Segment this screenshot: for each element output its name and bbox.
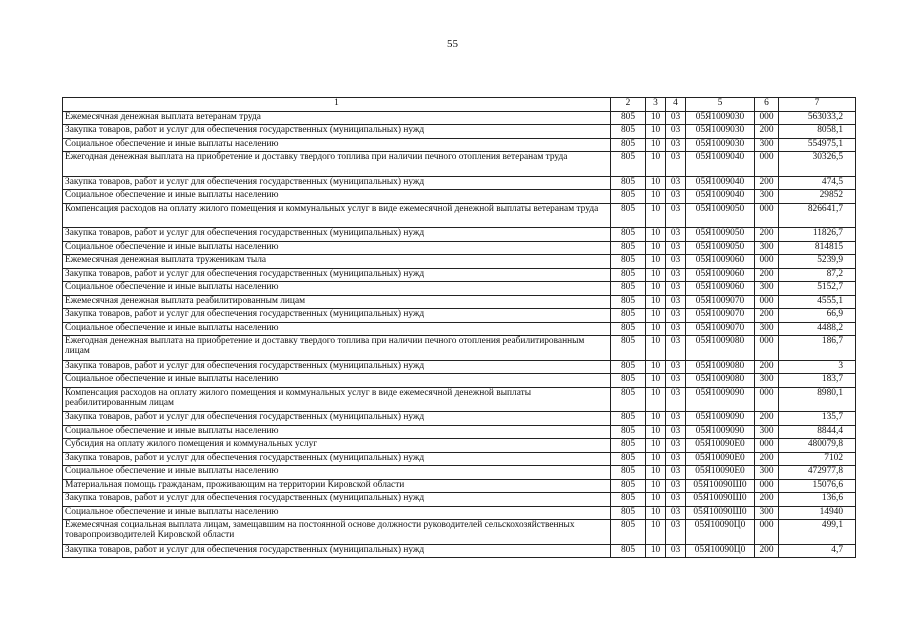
row-target-article-code: 05Я1009080	[686, 336, 755, 361]
row-description: Ежемесячная денежная выплата ветеранам труда	[63, 111, 611, 125]
table-row	[63, 309, 856, 323]
row-ministry-code: 805	[611, 295, 646, 309]
row-amount: 554975,1	[779, 138, 856, 152]
row-amount: 3	[779, 360, 856, 374]
row-subsection-code: 03	[666, 493, 686, 507]
table-row	[63, 241, 856, 255]
row-subsection-code: 03	[666, 152, 686, 177]
budget-table	[62, 97, 856, 558]
row-ministry-code: 805	[611, 111, 646, 125]
row-section-code: 10	[646, 152, 666, 177]
row-section-code: 10	[646, 203, 666, 228]
row-amount: 11826,7	[779, 228, 856, 242]
row-expense-type-code: 300	[755, 138, 779, 152]
row-description: Закупка товаров, работ и услуг для обеспечения государственных (муниципальных) нужд	[63, 493, 611, 507]
header-cell: 1	[63, 98, 611, 112]
row-subsection-code: 03	[666, 452, 686, 466]
row-section-code: 10	[646, 295, 666, 309]
row-target-article-code: 05Я1009070	[686, 322, 755, 336]
row-section-code: 10	[646, 241, 666, 255]
row-section-code: 10	[646, 479, 666, 493]
row-expense-type-code: 300	[755, 466, 779, 480]
row-target-article-code: 05Я10090Е0	[686, 466, 755, 480]
table-row	[63, 322, 856, 336]
row-target-article-code: 05Я1009060	[686, 282, 755, 296]
row-expense-type-code: 000	[755, 111, 779, 125]
table-row	[63, 255, 856, 269]
row-subsection-code: 03	[666, 241, 686, 255]
row-expense-type-code: 200	[755, 452, 779, 466]
row-subsection-code: 03	[666, 336, 686, 361]
row-expense-type-code: 300	[755, 506, 779, 520]
row-section-code: 10	[646, 255, 666, 269]
row-ministry-code: 805	[611, 387, 646, 412]
row-amount: 8844,4	[779, 425, 856, 439]
row-expense-type-code: 200	[755, 268, 779, 282]
row-description: Социальное обеспечение и иные выплаты населению	[63, 374, 611, 388]
row-section-code: 10	[646, 466, 666, 480]
row-target-article-code: 05Я1009060	[686, 268, 755, 282]
table-row	[63, 295, 856, 309]
row-description: Компенсация расходов на оплату жилого помещения и коммунальных услуг в виде ежемесячной денежной выплаты ветеранам труда	[63, 203, 611, 228]
row-description: Закупка товаров, работ и услуг для обеспечения государственных (муниципальных) нужд	[63, 412, 611, 426]
row-description: Ежегодная денежная выплата на приобретение и доставку твердого топлива при наличии печного отопления ветеранам труда	[63, 152, 611, 177]
row-section-code: 10	[646, 387, 666, 412]
row-section-code: 10	[646, 412, 666, 426]
row-amount: 480079,8	[779, 439, 856, 453]
row-expense-type-code: 300	[755, 374, 779, 388]
row-amount: 183,7	[779, 374, 856, 388]
header-cell: 6	[755, 98, 779, 112]
row-target-article-code: 05Я10090Е0	[686, 452, 755, 466]
row-target-article-code: 05Я10090Ц0	[686, 544, 755, 558]
row-section-code: 10	[646, 439, 666, 453]
row-subsection-code: 03	[666, 466, 686, 480]
row-amount: 186,7	[779, 336, 856, 361]
row-expense-type-code: 200	[755, 228, 779, 242]
row-ministry-code: 805	[611, 425, 646, 439]
row-description: Ежемесячная социальная выплата лицам, замещавшим на постоянной основе должности руководителей сельскохозяйственных товаропроизводителей Кировской области	[63, 520, 611, 545]
row-subsection-code: 03	[666, 374, 686, 388]
row-description: Ежегодная денежная выплата на приобретение и доставку твердого топлива при наличии печного отопления реабилитированным лицам	[63, 336, 611, 361]
row-expense-type-code: 000	[755, 479, 779, 493]
row-section-code: 10	[646, 190, 666, 204]
row-ministry-code: 805	[611, 412, 646, 426]
row-amount: 474,5	[779, 176, 856, 190]
table-row	[63, 228, 856, 242]
row-target-article-code: 05Я10090Ш0	[686, 493, 755, 507]
row-description: Компенсация расходов на оплату жилого помещения и коммунальных услуг в виде ежемесячной денежной выплаты реабилитированным лицам	[63, 387, 611, 412]
row-target-article-code: 05Я10090Ш0	[686, 479, 755, 493]
row-target-article-code: 05Я10090Ш0	[686, 506, 755, 520]
row-subsection-code: 03	[666, 412, 686, 426]
row-description: Материальная помощь гражданам, проживающим на территории Кировской области	[63, 479, 611, 493]
table-row	[63, 506, 856, 520]
row-target-article-code: 05Я10090Е0	[686, 439, 755, 453]
table-row	[63, 111, 856, 125]
table-row	[63, 125, 856, 139]
row-subsection-code: 03	[666, 111, 686, 125]
table-row	[63, 203, 856, 228]
table-row	[63, 425, 856, 439]
row-subsection-code: 03	[666, 439, 686, 453]
row-target-article-code: 05Я10090Ц0	[686, 520, 755, 545]
row-expense-type-code: 000	[755, 387, 779, 412]
row-subsection-code: 03	[666, 322, 686, 336]
row-amount: 30326,5	[779, 152, 856, 177]
row-target-article-code: 05Я1009030	[686, 111, 755, 125]
row-section-code: 10	[646, 176, 666, 190]
table-row	[63, 138, 856, 152]
row-section-code: 10	[646, 268, 666, 282]
row-expense-type-code: 200	[755, 493, 779, 507]
row-subsection-code: 03	[666, 203, 686, 228]
table-row	[63, 268, 856, 282]
table-row	[63, 439, 856, 453]
row-section-code: 10	[646, 282, 666, 296]
row-subsection-code: 03	[666, 387, 686, 412]
row-expense-type-code: 200	[755, 309, 779, 323]
row-target-article-code: 05Я1009070	[686, 309, 755, 323]
row-target-article-code: 05Я1009050	[686, 241, 755, 255]
row-section-code: 10	[646, 111, 666, 125]
row-subsection-code: 03	[666, 268, 686, 282]
row-description: Социальное обеспечение и иные выплаты населению	[63, 190, 611, 204]
row-section-code: 10	[646, 360, 666, 374]
row-expense-type-code: 300	[755, 190, 779, 204]
row-expense-type-code: 200	[755, 125, 779, 139]
header-cell: 3	[646, 98, 666, 112]
row-amount: 135,7	[779, 412, 856, 426]
row-target-article-code: 05Я1009090	[686, 412, 755, 426]
table-header-row	[63, 98, 856, 112]
row-expense-type-code: 000	[755, 152, 779, 177]
row-subsection-code: 03	[666, 506, 686, 520]
table-row	[63, 520, 856, 545]
row-amount: 136,6	[779, 493, 856, 507]
page-number: 55	[447, 38, 458, 50]
row-description: Закупка товаров, работ и услуг для обеспечения государственных (муниципальных) нужд	[63, 268, 611, 282]
row-ministry-code: 805	[611, 268, 646, 282]
table-row	[63, 479, 856, 493]
row-subsection-code: 03	[666, 255, 686, 269]
row-target-article-code: 05Я1009040	[686, 176, 755, 190]
row-expense-type-code: 000	[755, 336, 779, 361]
row-description: Закупка товаров, работ и услуг для обеспечения государственных (муниципальных) нужд	[63, 125, 611, 139]
row-ministry-code: 805	[611, 466, 646, 480]
table-row	[63, 336, 856, 361]
row-expense-type-code: 000	[755, 439, 779, 453]
row-ministry-code: 805	[611, 493, 646, 507]
row-target-article-code: 05Я1009080	[686, 360, 755, 374]
row-amount: 66,9	[779, 309, 856, 323]
row-amount: 814815	[779, 241, 856, 255]
row-target-article-code: 05Я1009030	[686, 138, 755, 152]
row-subsection-code: 03	[666, 360, 686, 374]
row-amount: 563033,2	[779, 111, 856, 125]
row-description: Ежемесячная денежная выплата труженикам тыла	[63, 255, 611, 269]
row-subsection-code: 03	[666, 190, 686, 204]
header-cell: 7	[779, 98, 856, 112]
row-description: Субсидия на оплату жилого помещения и коммунальных услуг	[63, 439, 611, 453]
row-ministry-code: 805	[611, 282, 646, 296]
row-description: Социальное обеспечение и иные выплаты населению	[63, 425, 611, 439]
row-subsection-code: 03	[666, 138, 686, 152]
row-section-code: 10	[646, 336, 666, 361]
row-ministry-code: 805	[611, 506, 646, 520]
row-amount: 5239,9	[779, 255, 856, 269]
row-target-article-code: 05Я1009070	[686, 295, 755, 309]
row-description: Социальное обеспечение и иные выплаты населению	[63, 506, 611, 520]
table-row	[63, 190, 856, 204]
row-expense-type-code: 200	[755, 544, 779, 558]
row-ministry-code: 805	[611, 322, 646, 336]
row-section-code: 10	[646, 520, 666, 545]
row-section-code: 10	[646, 125, 666, 139]
table-row	[63, 152, 856, 177]
row-ministry-code: 805	[611, 228, 646, 242]
row-section-code: 10	[646, 544, 666, 558]
row-ministry-code: 805	[611, 374, 646, 388]
row-ministry-code: 805	[611, 125, 646, 139]
row-ministry-code: 805	[611, 309, 646, 323]
row-subsection-code: 03	[666, 309, 686, 323]
row-section-code: 10	[646, 425, 666, 439]
row-description: Закупка товаров, работ и услуг для обеспечения государственных (муниципальных) нужд	[63, 452, 611, 466]
row-amount: 15076,6	[779, 479, 856, 493]
row-amount: 8980,1	[779, 387, 856, 412]
row-amount: 5152,7	[779, 282, 856, 296]
row-subsection-code: 03	[666, 125, 686, 139]
row-subsection-code: 03	[666, 228, 686, 242]
table-row	[63, 374, 856, 388]
table-row	[63, 282, 856, 296]
row-ministry-code: 805	[611, 520, 646, 545]
row-expense-type-code: 300	[755, 282, 779, 296]
row-subsection-code: 03	[666, 425, 686, 439]
table-row	[63, 412, 856, 426]
row-amount: 29852	[779, 190, 856, 204]
row-subsection-code: 03	[666, 544, 686, 558]
row-expense-type-code: 000	[755, 520, 779, 545]
table-row	[63, 452, 856, 466]
row-ministry-code: 805	[611, 479, 646, 493]
row-subsection-code: 03	[666, 295, 686, 309]
table-row	[63, 466, 856, 480]
row-description: Закупка товаров, работ и услуг для обеспечения государственных (муниципальных) нужд	[63, 544, 611, 558]
row-section-code: 10	[646, 452, 666, 466]
row-target-article-code: 05Я1009050	[686, 228, 755, 242]
row-subsection-code: 03	[666, 479, 686, 493]
row-subsection-code: 03	[666, 176, 686, 190]
row-target-article-code: 05Я1009040	[686, 190, 755, 204]
row-amount: 826641,7	[779, 203, 856, 228]
row-expense-type-code: 200	[755, 412, 779, 426]
row-ministry-code: 805	[611, 255, 646, 269]
row-amount: 87,2	[779, 268, 856, 282]
table-row	[63, 544, 856, 558]
row-section-code: 10	[646, 309, 666, 323]
row-section-code: 10	[646, 374, 666, 388]
row-description: Социальное обеспечение и иные выплаты населению	[63, 138, 611, 152]
row-section-code: 10	[646, 322, 666, 336]
row-ministry-code: 805	[611, 336, 646, 361]
row-expense-type-code: 200	[755, 360, 779, 374]
row-ministry-code: 805	[611, 241, 646, 255]
row-amount: 4488,2	[779, 322, 856, 336]
row-description: Закупка товаров, работ и услуг для обеспечения государственных (муниципальных) нужд	[63, 309, 611, 323]
row-description: Социальное обеспечение и иные выплаты населению	[63, 282, 611, 296]
row-ministry-code: 805	[611, 203, 646, 228]
table-row	[63, 387, 856, 412]
row-expense-type-code: 300	[755, 241, 779, 255]
row-amount: 8058,1	[779, 125, 856, 139]
row-description: Закупка товаров, работ и услуг для обеспечения государственных (муниципальных) нужд	[63, 176, 611, 190]
row-section-code: 10	[646, 138, 666, 152]
row-section-code: 10	[646, 506, 666, 520]
header-cell: 4	[666, 98, 686, 112]
row-section-code: 10	[646, 228, 666, 242]
row-amount: 4555,1	[779, 295, 856, 309]
row-description: Ежемесячная денежная выплата реабилитированным лицам	[63, 295, 611, 309]
row-expense-type-code: 200	[755, 176, 779, 190]
row-target-article-code: 05Я1009040	[686, 152, 755, 177]
row-target-article-code: 05Я1009090	[686, 425, 755, 439]
row-expense-type-code: 000	[755, 203, 779, 228]
row-target-article-code: 05Я1009050	[686, 203, 755, 228]
row-amount: 7102	[779, 452, 856, 466]
row-ministry-code: 805	[611, 360, 646, 374]
header-cell: 2	[611, 98, 646, 112]
row-section-code: 10	[646, 493, 666, 507]
row-expense-type-code: 300	[755, 322, 779, 336]
row-ministry-code: 805	[611, 439, 646, 453]
row-description: Закупка товаров, работ и услуг для обеспечения государственных (муниципальных) нужд	[63, 228, 611, 242]
row-amount: 4,7	[779, 544, 856, 558]
row-description: Закупка товаров, работ и услуг для обеспечения государственных (муниципальных) нужд	[63, 360, 611, 374]
row-target-article-code: 05Я1009090	[686, 387, 755, 412]
row-ministry-code: 805	[611, 190, 646, 204]
table-row	[63, 493, 856, 507]
row-description: Социальное обеспечение и иные выплаты населению	[63, 466, 611, 480]
row-subsection-code: 03	[666, 520, 686, 545]
row-expense-type-code: 000	[755, 255, 779, 269]
row-description: Социальное обеспечение и иные выплаты населению	[63, 241, 611, 255]
row-target-article-code: 05Я1009060	[686, 255, 755, 269]
row-target-article-code: 05Я1009030	[686, 125, 755, 139]
header-cell: 5	[686, 98, 755, 112]
row-amount: 14940	[779, 506, 856, 520]
row-ministry-code: 805	[611, 176, 646, 190]
row-expense-type-code: 000	[755, 295, 779, 309]
row-target-article-code: 05Я1009080	[686, 374, 755, 388]
row-subsection-code: 03	[666, 282, 686, 296]
row-description: Социальное обеспечение и иные выплаты населению	[63, 322, 611, 336]
row-ministry-code: 805	[611, 452, 646, 466]
table-row	[63, 176, 856, 190]
row-ministry-code: 805	[611, 138, 646, 152]
table-row	[63, 360, 856, 374]
row-expense-type-code: 300	[755, 425, 779, 439]
row-amount: 499,1	[779, 520, 856, 545]
row-ministry-code: 805	[611, 152, 646, 177]
row-amount: 472977,8	[779, 466, 856, 480]
row-ministry-code: 805	[611, 544, 646, 558]
